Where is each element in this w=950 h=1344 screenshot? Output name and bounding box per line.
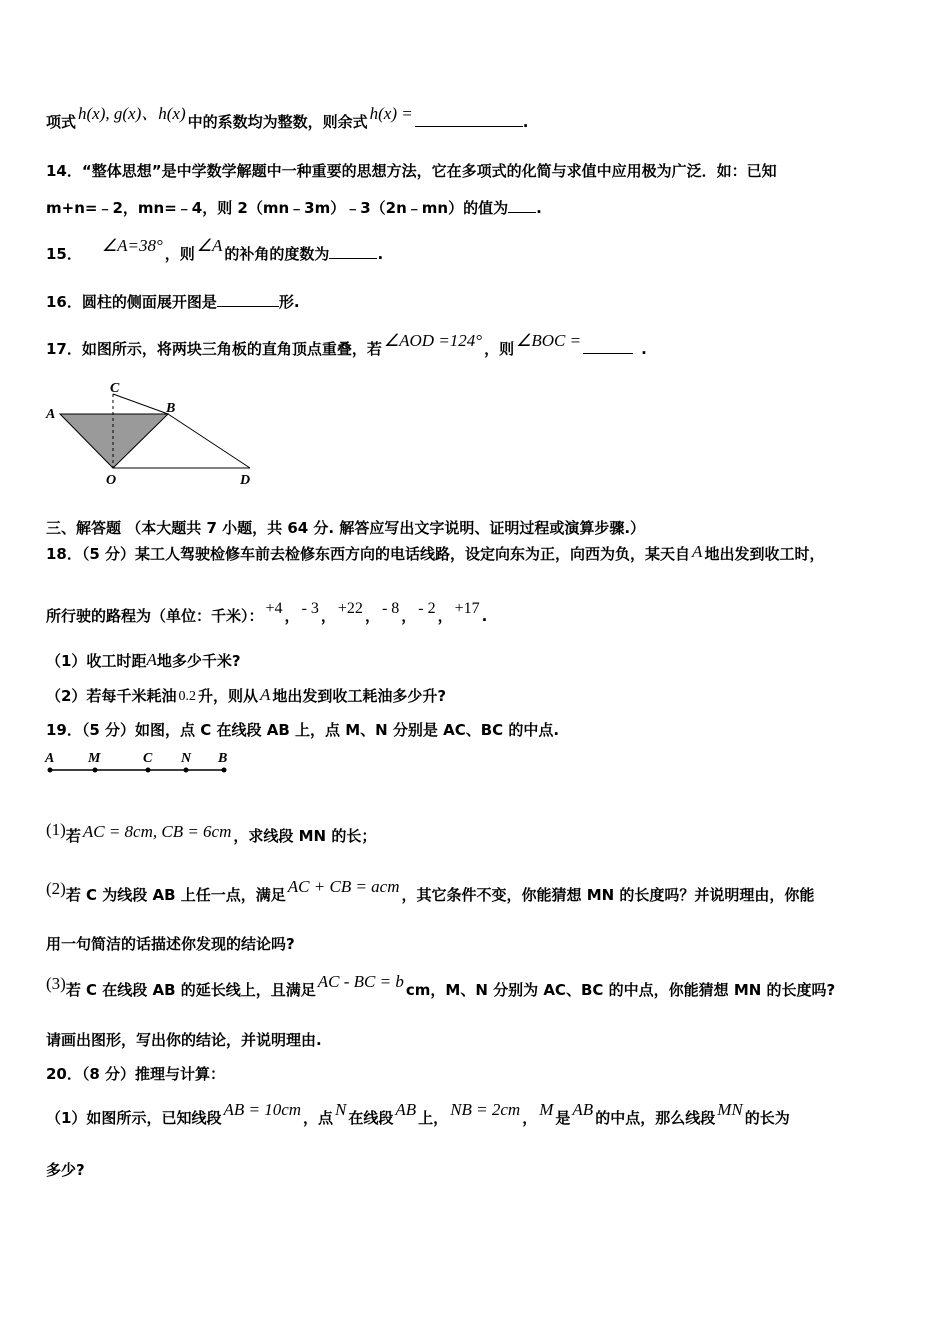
label-o: O xyxy=(106,473,117,488)
q20-math-m: M xyxy=(539,1100,554,1119)
label-m: M xyxy=(88,751,101,766)
q18-value-6: +17 xyxy=(454,600,480,617)
q18-sub1-math: A xyxy=(146,650,157,669)
q19-line1: 19．（5 分）如图，点 C 在线段 AB 上，点 M、N 分别是 AC、BC 的中点. xyxy=(46,721,560,739)
q15-num: 15． xyxy=(46,245,82,263)
q19-part2-num: (2) xyxy=(46,879,66,898)
q13-end: . xyxy=(522,113,529,131)
label-d: D xyxy=(240,473,251,488)
q19-part2-b: ，其它条件不变，你能猜想 MN 的长度吗？并说明理由，你能 xyxy=(401,886,815,904)
q18-end: . xyxy=(481,607,488,625)
q15-mid: ，则 xyxy=(164,245,195,263)
label-b: B xyxy=(218,751,228,766)
q19-part1-b: ，求线段 MN 的长； xyxy=(233,827,377,845)
q18-text-a: 18．（5 分）某工人驾驶检修车前去检修东西方向的电话线路，设定向东为正，向西为负，某天自 xyxy=(46,545,691,563)
q17-figure xyxy=(40,378,270,488)
point-b xyxy=(222,768,227,773)
q17-line xyxy=(46,331,647,359)
q13-math-polys: h(x), g(x)、h(x) xyxy=(78,104,186,123)
segment-cb xyxy=(113,394,168,414)
q14-end: . xyxy=(536,199,542,217)
q19-part1-num: (1) xyxy=(46,820,66,839)
q18-value-4: - 8 xyxy=(381,600,400,617)
q17-text: 17．如图所示，将两块三角板的直角顶点重叠，若 xyxy=(46,340,382,358)
q18-sub1-b: 地多少千米? xyxy=(156,652,241,670)
q13-mid: 中的系数均为整数，则余式 xyxy=(187,113,368,131)
q18-sub1 xyxy=(46,651,241,671)
label-a: A xyxy=(45,751,55,766)
label-b: B xyxy=(166,401,176,416)
q15-line xyxy=(46,236,384,264)
label-n: N xyxy=(181,751,192,766)
q18-sub2-a: （2）若每千米耗油 xyxy=(46,687,177,705)
q18-value-2: - 3 xyxy=(301,600,319,617)
q14-line2 xyxy=(46,198,542,218)
q18-sub2-math: 0.2 xyxy=(178,689,196,704)
q14-answer-blank[interactable] xyxy=(508,198,536,213)
q18-sub1-a: （1）收工时距 xyxy=(46,652,147,670)
q20-t6: 的中点，那么线段 xyxy=(595,1109,716,1127)
q18-value-1: +4 xyxy=(265,600,283,617)
q17-answer-blank[interactable] xyxy=(583,339,633,354)
q15-end: . xyxy=(377,245,384,263)
q19-part1-math: AC = 8cm, CB = 6cm xyxy=(82,822,232,841)
q16-end: 形. xyxy=(278,293,300,311)
q19-part3 xyxy=(46,972,836,1000)
q18-sub2 xyxy=(46,686,446,708)
q19-part3-a: 若 C 在线段 AB 的延长线上，且满足 xyxy=(65,981,316,999)
q13-prefix: 项式 xyxy=(46,113,77,131)
q19-part2-math: AC + CB = acm xyxy=(287,877,400,896)
q18-math-a: A xyxy=(692,542,703,561)
q15-math-a: ∠A xyxy=(196,236,223,255)
q15-math-angle: ∠A=38° xyxy=(101,236,163,255)
point-m xyxy=(93,768,98,773)
q20-t5: 是 xyxy=(555,1109,571,1127)
q19-part2-line2: 用一句简洁的话描述你发现的结论吗? xyxy=(46,935,295,953)
q20-math-ab2: AB xyxy=(395,1100,417,1119)
q20-part1 xyxy=(46,1100,790,1128)
q19-part1 xyxy=(46,820,377,846)
q20-t2: 在线段 xyxy=(348,1109,394,1127)
q20-t1: ，点 xyxy=(303,1109,334,1127)
q20-math-n: N xyxy=(335,1100,347,1119)
q18-sub2-math2: A xyxy=(259,685,271,704)
q19-part2-a: 若 C 为线段 AB 上任一点，满足 xyxy=(65,886,286,904)
q19-part3-num: (3) xyxy=(46,974,66,993)
q15-text: 的补角的度数为 xyxy=(224,245,330,263)
q13-math-remainder: h(x) = xyxy=(369,104,413,123)
q17-mid: ，则 xyxy=(484,340,515,358)
triangle-aob xyxy=(60,414,168,468)
q18-sub2-b: 升，则从 xyxy=(197,687,258,705)
q19-part3-b: cm，M、N 分别为 AC、BC 的中点，你能猜想 MN 的长度吗? xyxy=(405,981,836,999)
q17-end: . xyxy=(641,340,647,358)
q20-t7: 的长为 xyxy=(744,1109,790,1127)
q18-line2: 所行驶的路程为（单位：千米）： +4 ， - 3 ， +22 ， - 8 ， - 2 ， +17 . xyxy=(46,600,488,625)
q19-figure xyxy=(40,746,240,778)
q16-line xyxy=(46,292,300,312)
point-a xyxy=(48,768,53,773)
label-c: C xyxy=(143,751,153,766)
q18-value-3: +22 xyxy=(337,600,363,617)
q20-t3: 上， xyxy=(418,1109,449,1127)
point-n xyxy=(184,768,189,773)
q16-answer-blank[interactable] xyxy=(217,292,279,307)
q14-text: m+n=﹣2，mn=﹣4，则 2（mn﹣3m）﹣3（2n﹣mn）的值为 xyxy=(46,199,509,217)
point-c xyxy=(146,768,151,773)
q17-math-aod: ∠AOD =124° xyxy=(383,331,483,350)
q18-value-5: - 2 xyxy=(418,600,436,617)
q18-sub2-c: 地出发到收工耗油多少升? xyxy=(272,687,447,705)
q20-math-ab3: AB xyxy=(572,1100,594,1119)
q13-line xyxy=(46,104,529,132)
q18-route-label: 所行驶的路程为（单位：千米）： xyxy=(46,607,264,625)
q20-part1-line2: 多少? xyxy=(46,1161,85,1179)
q18-line1 xyxy=(46,544,824,564)
q16-text: 16．圆柱的侧面展开图是 xyxy=(46,293,217,311)
q20-math-ab: AB = 10cm xyxy=(223,1100,302,1119)
q20-t4: ， xyxy=(522,1109,538,1127)
q20-math-nb: NB = 2cm xyxy=(450,1100,521,1119)
section3-title: 三、解答题 （本大题共 7 小题，共 64 分. 解答应写出文字说明、证明过程或演算步骤.） xyxy=(46,519,646,537)
q17-math-boc: ∠BOC = xyxy=(516,331,582,350)
segment-bd xyxy=(168,414,250,468)
q19-part3-math: AC - BC = b xyxy=(317,972,404,991)
q20-math-mn: MN xyxy=(717,1100,743,1119)
q15-answer-blank[interactable] xyxy=(329,244,377,259)
q13-answer-blank[interactable] xyxy=(415,112,523,127)
q20-title: 20．（8 分）推理与计算： xyxy=(46,1065,226,1083)
q18-text-b: 地出发到收工时， xyxy=(704,545,825,563)
q19-part1-a: 若 xyxy=(65,827,81,845)
q19-part2 xyxy=(46,877,815,905)
q20-part1-a: （1）如图所示，已知线段 xyxy=(46,1109,222,1127)
label-a: A xyxy=(46,407,56,422)
q14-line1: 14．“整体思想”是中学数学解题中一种重要的思想方法，它在多项式的化简与求值中应用极为广泛．如：已知 xyxy=(46,162,777,180)
q19-part3-line2: 请画出图形，写出你的结论，并说明理由. xyxy=(46,1031,322,1049)
label-c: C xyxy=(110,381,120,396)
